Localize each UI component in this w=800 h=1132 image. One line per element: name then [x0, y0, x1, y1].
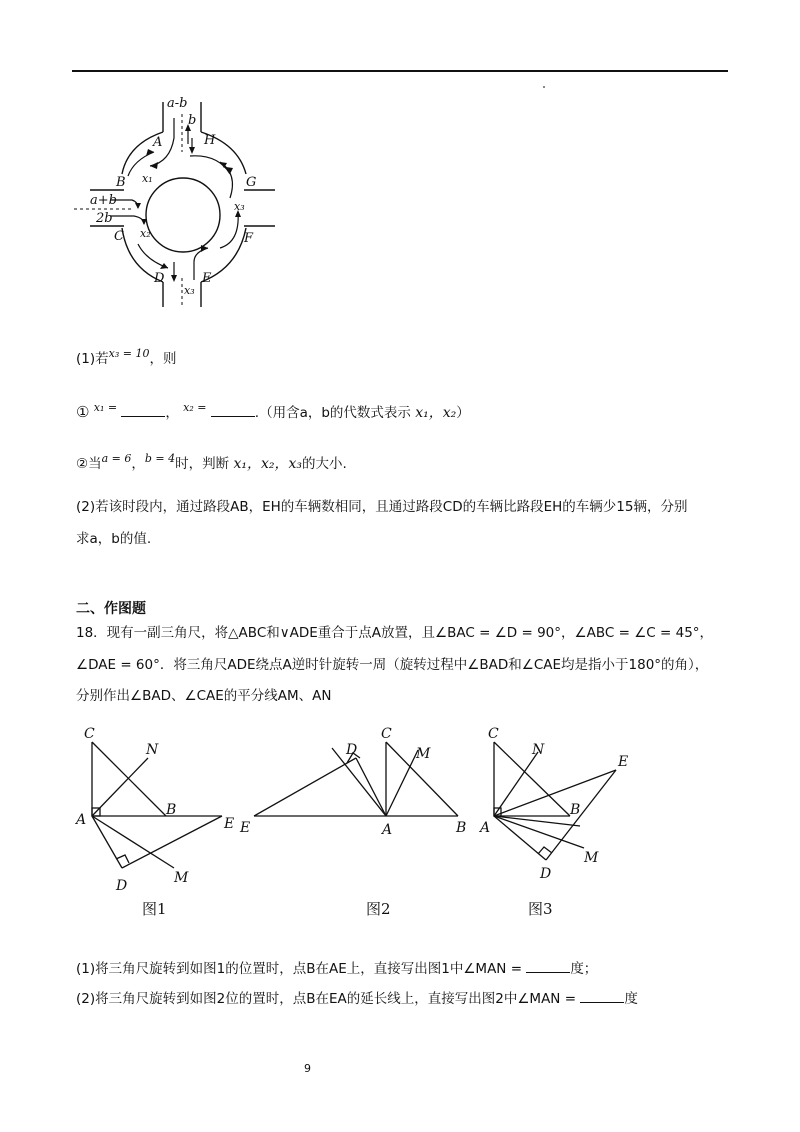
label-x3-right: x₃: [234, 200, 245, 213]
fig2-label-E: E: [240, 820, 251, 836]
label-A: A: [153, 135, 163, 150]
figure-2-caption: 图2: [366, 900, 391, 918]
fig2-label-B: B: [456, 820, 467, 836]
label-G: G: [246, 175, 257, 190]
label-D: D: [154, 271, 165, 286]
label-F: F: [244, 231, 254, 246]
q17-p1b-text: 时，判断: [175, 456, 230, 472]
label-a-plus-b: a+b: [90, 193, 117, 208]
q18-p1-text: (1)将三角尺旋转到如图1的位置时，点B在AE上，直接写出图1中∠MAN =: [76, 961, 523, 977]
q17-part2-line2: 求a，b的值.: [76, 531, 152, 547]
q17-p1b-mark: ②当: [76, 456, 102, 472]
q17-p1-prefix: (1)若: [76, 351, 109, 367]
q18-answer1-blank[interactable]: [526, 958, 570, 973]
page-number: 9: [304, 1062, 311, 1075]
label-H: H: [204, 133, 216, 148]
fig1-label-M: M: [174, 870, 189, 886]
fig2-label-M: M: [416, 746, 431, 762]
header-rule: [72, 70, 728, 72]
figure-1-caption: 图1: [142, 900, 167, 918]
q17-p1b-end: 的大小.: [301, 456, 347, 472]
q17-part1: [76, 347, 177, 369]
label-E: E: [202, 271, 212, 286]
q17-p1b-vars: x₁，x₂，x₃: [233, 456, 302, 472]
q17-p1b-sep: ，: [131, 456, 145, 472]
label-x2: x₂: [140, 227, 151, 240]
q18-line2: ∠DAE = 60°．将三角尺ADE绕点A逆时针旋转一周（旋转过程中∠BAD和∠CAE均是指小于180°的角），: [76, 657, 709, 673]
fig3-label-M: M: [584, 850, 599, 866]
q18-p2-unit: 度: [624, 991, 638, 1007]
q17-p1-suffix: ，则: [149, 351, 177, 367]
stray-dot: [543, 86, 545, 88]
label-C: C: [114, 229, 124, 244]
fig3-label-A: A: [480, 820, 491, 836]
fig1-label-N: N: [146, 742, 159, 758]
q17-p1-condition: x₃ = 10: [108, 347, 150, 360]
fig1-label-B: B: [166, 802, 177, 818]
q18-line3: 分别作出∠BAD、∠CAE的平分线AM、AN: [76, 688, 332, 704]
q18-part1: [76, 958, 597, 978]
label-2b: 2b: [96, 211, 113, 226]
q17-p1b-a: a = 6: [101, 452, 132, 465]
q17-answer-x1-blank[interactable]: [121, 402, 165, 417]
q17-p1b-b: b = 4: [144, 452, 176, 465]
label-b: b: [188, 113, 197, 128]
label-a-minus-b: a-b: [167, 96, 188, 111]
q17-p1a-note: .（用含a，b的代数式表示: [254, 405, 411, 421]
label-x1: x₁: [142, 172, 153, 185]
figure-2: [236, 720, 482, 840]
fig3-label-N: N: [532, 742, 545, 758]
q18-p2-text: (2)将三角尺旋转到如图2位的置时，点B在EA的延长线上，直接写出图2中∠MAN =: [76, 991, 577, 1007]
fig1-label-A: A: [76, 812, 87, 828]
q17-p1a-close: ）: [456, 405, 470, 421]
q17-part1a: ① $^{x_1 =}$ ， $^{x_2 =}$ .（用含a，b的代数式表示 x₁，x₂）: [76, 401, 470, 421]
figure-3: [476, 720, 656, 890]
figure-1: [70, 720, 250, 900]
q18-part2: [76, 988, 638, 1008]
fig2-label-D: D: [346, 742, 358, 758]
fig1-label-C: C: [84, 726, 95, 742]
label-B: B: [116, 175, 126, 190]
q17-part2-line1: (2)若该时段内，通过路段AB，EH的车辆数相同，且通过路段CD的车辆比路段EH的车辆少15辆，分别: [76, 499, 688, 515]
q17-p1a-mark: ①: [76, 403, 90, 421]
fig1-label-D: D: [116, 878, 128, 894]
q17-part1b: [76, 452, 347, 474]
q18-line1: 18．现有一副三角尺，将△ABC和∨ADE重合于点A放置，且∠BAC = ∠D = 90°，∠ABC = ∠C = 45°，: [76, 625, 714, 641]
q18-p1-unit: 度；: [570, 961, 598, 977]
fig3-label-C: C: [488, 726, 499, 742]
label-x3-bottom: x₃: [184, 284, 195, 297]
fig3-label-D: D: [540, 866, 552, 882]
fig1-label-E: E: [224, 816, 235, 832]
q17-p1a-x1: x₁ =: [93, 401, 118, 414]
fig2-label-A: A: [382, 822, 393, 838]
q17-answer-x2-blank[interactable]: [211, 402, 255, 417]
q17-p1a-vars: x₁，x₂: [415, 405, 457, 421]
fig3-label-E: E: [618, 754, 629, 770]
fig2-label-C: C: [381, 726, 392, 742]
q17-p1a-x2: x₂ =: [183, 401, 207, 414]
section-heading: 二、作图题: [76, 601, 146, 617]
fig3-label-B: B: [570, 802, 581, 818]
figure-3-caption: 图3: [528, 900, 553, 918]
q18-answer2-blank[interactable]: [580, 988, 624, 1003]
traffic-roundabout-diagram: [70, 92, 290, 312]
